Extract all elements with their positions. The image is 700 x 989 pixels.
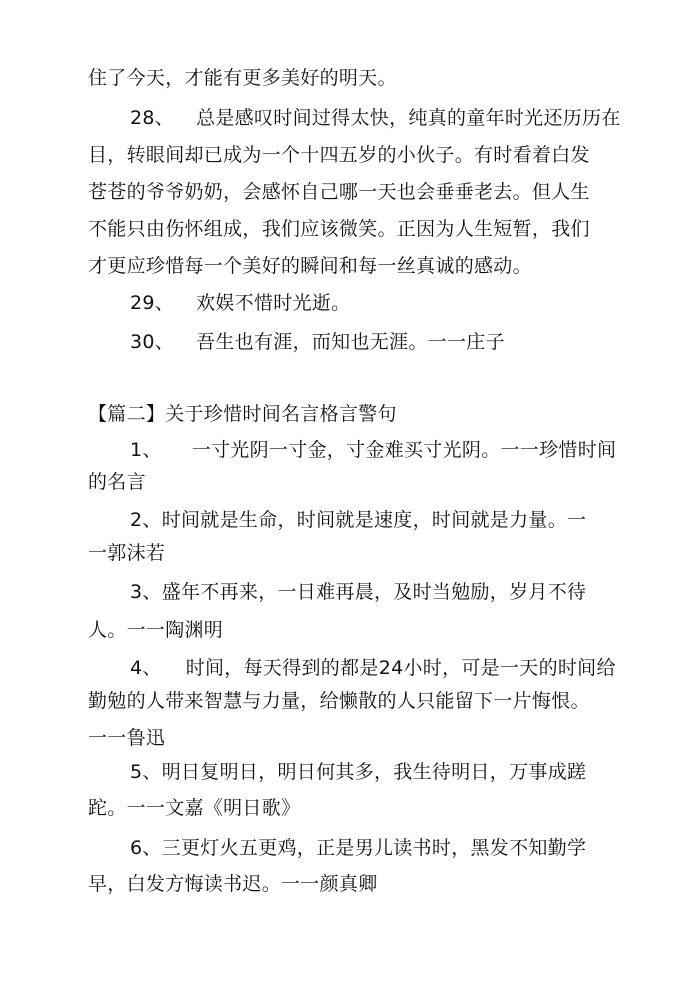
paragraph-28-line-4: 不能只由伤怀组成，我们应该微笑。正因为人生短暂，我们 bbox=[88, 218, 590, 240]
paragraph-29-line bbox=[130, 291, 350, 315]
quote-5-line-1 bbox=[130, 760, 586, 784]
paragraph-28-text: 总是感叹时间过得太快，纯真的童年时光还历历在 bbox=[196, 107, 621, 129]
quote-5-text: 明日复明日，明日何其多，我生待明日，万事成蹉 bbox=[161, 761, 587, 783]
quote-2-line-1 bbox=[130, 508, 586, 532]
item-number-28: 28、 bbox=[130, 107, 175, 129]
quote-1-text: 一寸光阴一寸金，寸金难买寸光阴。一一珍惜时间 bbox=[191, 439, 617, 461]
paragraph-29-text: 欢娱不惜时光逝。 bbox=[196, 292, 351, 314]
quote-5-line-2: 跎。一一文嘉《明日歌》 bbox=[88, 797, 301, 819]
item-number-29: 29、 bbox=[130, 292, 175, 314]
paragraph-intro-line: 住了今天，才能有更多美好的明天。 bbox=[88, 67, 397, 89]
quote-4-line-2: 勤勉的人带来智慧与力量，给懒散的人只能留下一片悔恨。 bbox=[88, 690, 590, 712]
item-number-2: 2、 bbox=[130, 509, 162, 531]
paragraph-28-line-3: 苍苍的爷爷奶奶，会感怀自己哪一天也会垂垂老去。但人生 bbox=[88, 181, 590, 203]
item-number-4: 4、 bbox=[130, 657, 162, 679]
quote-4-line-3: 一一鲁迅 bbox=[88, 727, 166, 749]
item-number-5: 5、 bbox=[130, 761, 162, 783]
paragraph-30-line bbox=[130, 330, 505, 354]
item-number-6: 6、 bbox=[130, 837, 162, 859]
item-number-3: 3、 bbox=[130, 581, 162, 603]
quote-4-text: 时间，每天得到的都是24小时，可是一天的时间给 bbox=[185, 657, 616, 679]
item-number-1: 1、 bbox=[130, 439, 162, 461]
paragraph-30-text: 吾生也有涯，而知也无涯。一一庄子 bbox=[196, 331, 505, 353]
paragraph-28-line-1 bbox=[130, 106, 621, 130]
quote-1-line-1 bbox=[130, 438, 616, 462]
quote-2-line-2: 一郭沫若 bbox=[88, 542, 166, 564]
item-number-30: 30、 bbox=[130, 331, 175, 353]
quote-3-line-2: 人。一一陶渊明 bbox=[88, 619, 224, 641]
quote-3-line-1 bbox=[130, 580, 586, 604]
quote-1-line-2: 的名言 bbox=[88, 471, 146, 493]
paragraph-28-line-5: 才更应珍惜每一个美好的瞬间和每一丝真诚的感动。 bbox=[88, 255, 532, 277]
paragraph-28-line-2: 目，转眼间却已成为一个十四五岁的小伙子。有时看着白发 bbox=[88, 144, 590, 166]
quote-4-line-1 bbox=[130, 656, 616, 680]
quote-6-line-1 bbox=[130, 836, 586, 860]
section-title: 【篇二】关于珍惜时间名言格言警句 bbox=[88, 403, 397, 425]
quote-6-line-2: 早，白发方悔读书迟。一一颜真卿 bbox=[88, 873, 378, 895]
quote-6-text: 三更灯火五更鸡，正是男儿读书时，黑发不知勤学 bbox=[161, 837, 587, 859]
quote-2-text: 时间就是生命，时间就是速度，时间就是力量。一 bbox=[161, 509, 587, 531]
quote-3-text: 盛年不再来，一日难再晨，及时当勉励，岁月不待 bbox=[161, 581, 587, 603]
